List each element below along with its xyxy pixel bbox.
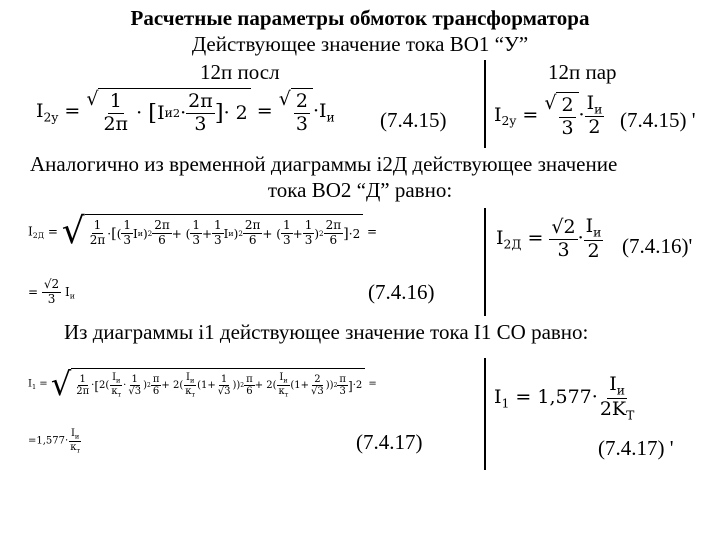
column-label-series: 12п посл	[200, 60, 280, 84]
formula-text: $I_{2y}$ = √ $\frac{1}{2\pi}$ · [ I и 2 · $\frac{2\pi}{3}$ ] · 2 = √ $\frac{2}{3}$ $\cdot I_и$	[36, 88, 335, 135]
equation-number-7-4-16: (7.4.16)	[368, 280, 435, 304]
formula-i1-series: $I_1$ = √ $\frac{1}{2\pi}$ · [ 2( $\frac{I_и}{к_т}$ · $\frac{1}{√3}$ ) 2 $\frac{\pi}{6}$ + 2( $\frac{I_и}{к_т}$ (1+ $\frac{1}{√3}$ )) 2 $\frac{\pi}{6}$ + 2( $\frac{I_и}{к_т}$ (1+ $\frac{2}{√3}$ )) 2 $\frac{\pi}{3}$ ] ·2 =	[28, 365, 377, 403]
separator-line-3	[484, 358, 486, 470]
slide-title: Расчетные параметры обмоток трансформатора	[130, 6, 590, 30]
formula-i2d-parallel: $I_{2Д}$ = $\frac{√2}{3}$ · $\frac{I_и}{2}$	[496, 215, 602, 262]
formula-i2d-result: = $\frac{√2}{3}$ $I_и$	[28, 277, 75, 306]
equation-number-7-4-17: (7.4.17)	[356, 430, 423, 454]
column-label-parallel: 12п пар	[548, 60, 617, 84]
equation-number-7-4-16-prime: (7.4.16)'	[622, 234, 693, 258]
formula-i2d-series: $I_{2Д}$ = √ $\frac{1}{2\pi}$ · [ ( $\frac{1}{3}$ I и ) 2 $\frac{2\pi}{6}$ + ( $\frac{1}{3}$ + $\frac{1}{3}$ I и ) 2 $\frac{2\pi}{6}$ + ( $\frac{1}{3}$ + $\frac{1}{3}$ ) 2 $\frac{2\pi}{6}$ ] ·2 =	[28, 211, 378, 252]
section2-text-line1	[30, 152, 617, 177]
section2-text-line2: тока ВО2 “Д” равно:	[267, 178, 453, 202]
formula-i1-parallel: $I_1 = 1,577\cdot$ $\frac{I_и}{2K_T}$	[494, 373, 635, 422]
separator-line-1	[484, 60, 486, 148]
section2-text-line1-content: Аналогично из временной диаграммы i2Д действующее значение	[30, 152, 618, 176]
section3-text: Из диаграммы i1 действующее значение тока I1 СО равно:	[64, 320, 589, 344]
formula-i1-result: =1,577· $\frac{I_и}{к_т}$	[28, 428, 81, 454]
separator-line-2	[484, 208, 486, 316]
equation-number-7-4-17-prime: (7.4.17) '	[598, 436, 674, 460]
equation-number-7-4-15: (7.4.15)	[380, 108, 447, 132]
equation-number-7-4-15-prime: (7.4.15) '	[620, 108, 696, 132]
slide-subtitle: Действующее значение тока ВО1 “У”	[191, 32, 529, 56]
formula-i2y-series	[36, 88, 335, 136]
formula-i2y-parallel: $I_{2y}$ = √ $\frac{2}{3}$ · $\frac{I_и}{2}$	[494, 91, 603, 139]
